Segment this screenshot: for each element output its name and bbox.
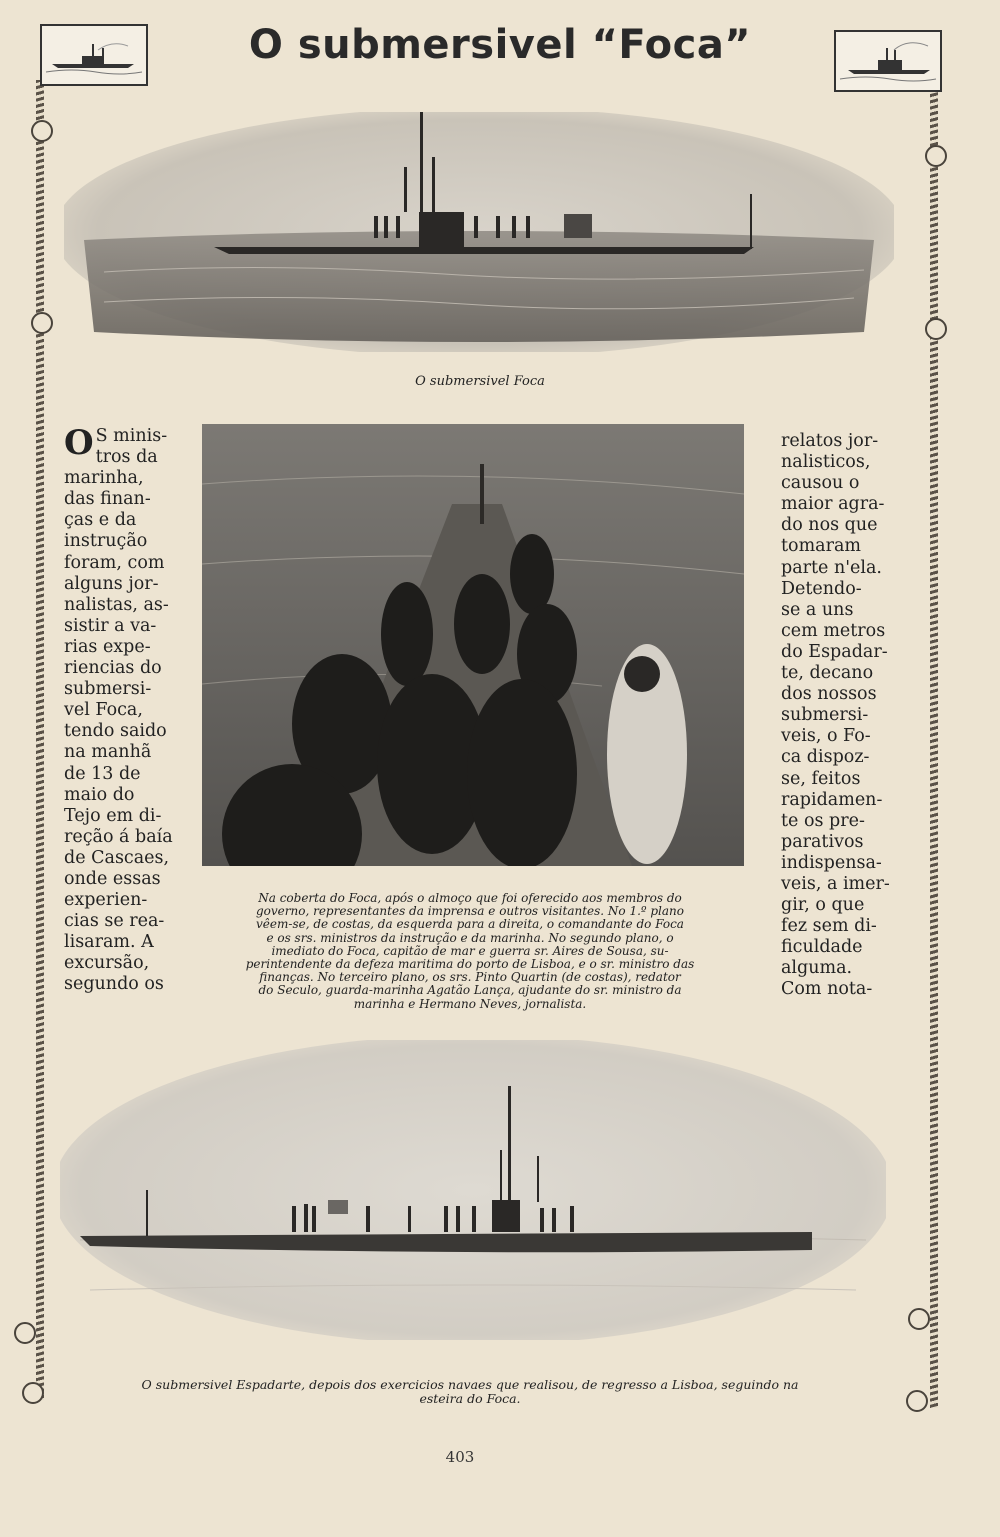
article-right-column [781,431,889,1001]
corner-ship-vignette-left [40,24,148,86]
caption-line: finanças. No terceiro plano, os srs. Pinto Quartin (de costas), redator [259,970,681,985]
text-line: Com nota- [781,979,873,1000]
photo-submarine-espadarte [60,1040,886,1340]
text-line: nalisticos, [781,452,871,473]
top-photo-caption: O submersivel Foca [415,374,545,389]
text-line: vel Foca, [64,700,143,721]
text-line: nalistas, as- [64,594,169,615]
caption-line: imediato do Foca, capitão de mar e guerra sr. Aires de Sousa, su- [271,943,669,958]
caption-line: esteira do Foca. [419,1391,521,1406]
caption-line: do Seculo, guarda-marinha Agatão Lança, ajudante do sr. ministro da [258,983,682,998]
text-line: do Espadar- [781,641,888,662]
caption-line: Na coberta do Foca, após o almoço que foi oferecido aos membros do [258,891,682,905]
caption-line: vêem-se, de costas, da esquerda para a direita, o comandante do Foca [256,917,684,932]
article-left-column [64,423,173,996]
text-line: ças e da [64,510,137,531]
page-title: O submersivel “Foca” [248,22,752,68]
caption-line: perintendente da defeza maritima do porto de Lisboa, e o sr. ministro das [245,957,695,972]
caption-line: governo, representantes da imprensa e outros visitantes. No 1.º plano [255,904,685,919]
text-line: marinha, [64,468,144,489]
text-line: submersi- [781,705,869,726]
page-number: 403 [445,1448,475,1466]
text-line: onde essas [64,868,161,889]
text-line: tros da [95,447,158,468]
text-line: rias expe- [64,636,151,657]
text-line: te os pre- [781,810,865,831]
text-line: segundo os [64,974,164,995]
caption-line: marinha e Hermano Neves, jornalista. [353,996,587,1011]
rope-knot-icon [22,1382,44,1404]
caption-line: O submersivel Espadarte, depois dos exercicios navaes que realisou, de regresso a Lisboa, seguindo na [141,1377,799,1392]
text-line: na manhã [64,742,152,763]
text-line: maio do [64,784,135,805]
photo-deck-of-foca [202,424,744,866]
text-line: Detendo- [781,578,862,599]
text-line: das finan- [64,489,151,510]
corner-ship-vignette-right [834,30,942,92]
text-line: gir, o que [781,895,865,916]
text-line: parativos [781,831,864,852]
text-line: cias se rea- [64,911,165,932]
rope-knot-icon [925,145,947,167]
text-line: riencias do [64,658,162,679]
text-line: parte n'ela. [781,557,882,578]
rope-knot-icon [31,312,53,334]
text-line: experien- [64,890,148,911]
text-line: tomaram [781,536,861,557]
text-line: relatos jor- [781,431,879,451]
rope-knot-icon [31,120,53,142]
text-line: de 13 de [64,763,141,784]
text-line: excursão, [64,953,150,974]
text-line: ficuldade [781,937,863,958]
text-line: maior agra- [781,494,885,515]
text-line: instrução [64,531,148,552]
text-line: sistir a va- [64,615,157,636]
text-line: te, decano [781,663,874,684]
rope-knot-icon [906,1390,928,1412]
rope-border-right [930,88,938,1408]
text-line: ca dispoz- [781,747,870,768]
rope-knot-icon [925,318,947,340]
text-line: se a uns [781,599,854,620]
text-line: se, feitos [781,768,861,789]
text-line: submersi- [64,679,152,700]
rope-border-left [36,80,44,1400]
text-line: alguns jor- [64,573,159,594]
rope-knot-icon [14,1322,36,1344]
text-line: reção á baía [64,826,173,847]
warship-icon [42,26,146,84]
rope-knot-icon [908,1308,930,1330]
text-line: foram, com [64,552,165,573]
text-line: veis, o Fo- [781,726,871,747]
text-line: fez sem di- [781,916,877,937]
text-line: tendo saido [64,721,167,742]
text-line: cem metros [781,620,886,641]
text-line: do nos que [781,515,878,536]
text-line: causou o [781,473,860,494]
text-line: de Cascaes, [64,847,170,868]
text-line: Tejo em di- [64,805,162,826]
text-line: alguma. [781,958,853,979]
warship-icon [836,32,940,90]
caption-line: e os srs. ministros da instrução e da marinha. No segundo plano, o [266,930,674,945]
text-line: dos nossos [781,684,877,705]
text-line: rapidamen- [781,789,883,810]
bottom-photo-caption [70,1378,870,1406]
text-line: veis, a imer- [781,873,890,894]
photo-submarine-foca [64,112,894,352]
text-line: indispensa- [781,852,882,873]
middle-photo-caption [196,892,744,1011]
dropcap: O [64,423,94,463]
text-line: S minis- [95,426,168,446]
text-line: lisaram. A [64,932,154,953]
